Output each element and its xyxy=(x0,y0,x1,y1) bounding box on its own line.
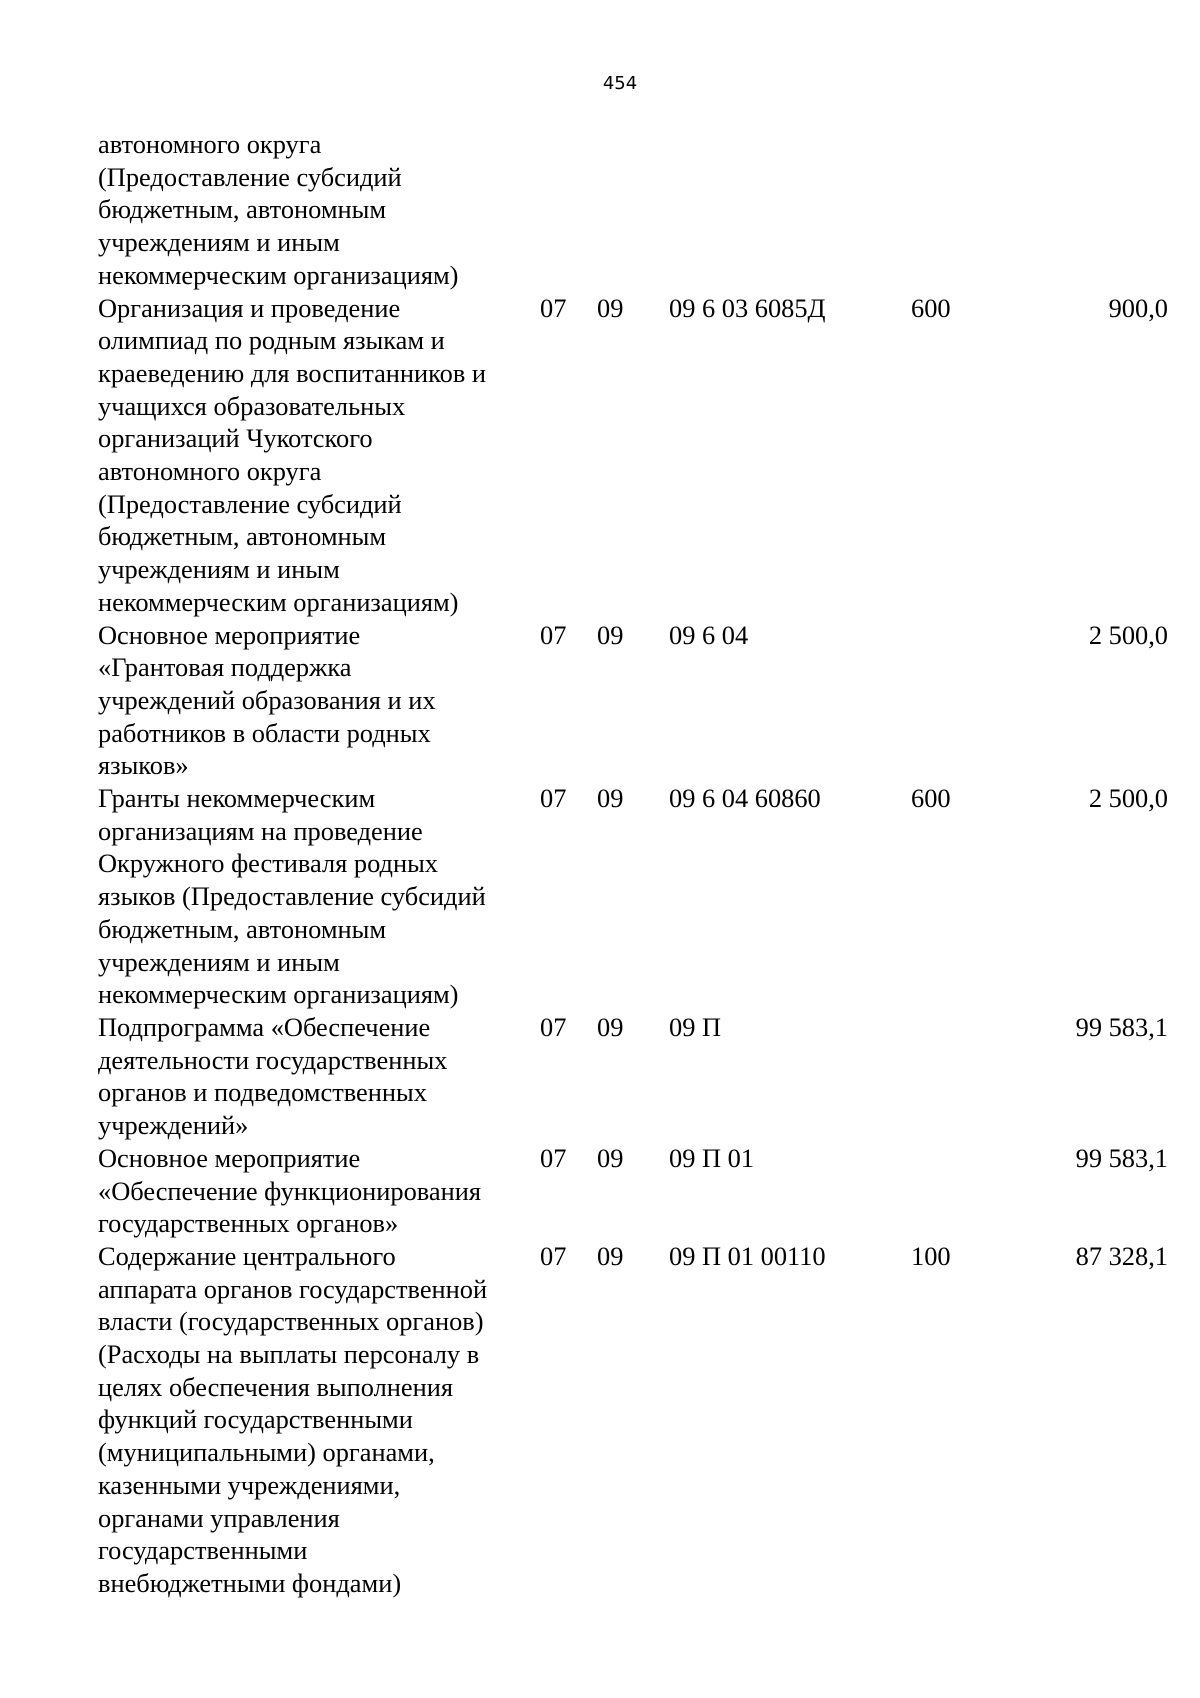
table-row xyxy=(98,619,1168,783)
row-name: Гранты некоммерческим организациям на проведение Окружного фестиваля родных языков (Предоставление субсидий бюджетным, автономным учреждениям и иным некоммерческим организациям) xyxy=(98,783,486,1010)
row-section: 07 xyxy=(540,292,567,323)
row-subsection: 09 xyxy=(597,292,624,323)
row-name: Подпрограмма «Обеспечение деятельности государственных органов и подведомственных учреждений» xyxy=(98,1011,448,1141)
row-name: Организация и проведение олимпиад по родным языкам и краеведению для воспитанников и учащихся образовательных организаций Чукотского автономного округа (Предоставление субсидий бюджетным, автономным учреждениям и иным некоммерческим организациям) xyxy=(98,292,487,617)
page-number: 454 xyxy=(602,73,638,94)
table-row xyxy=(98,1011,1168,1142)
row-amount: 900,0 xyxy=(1108,292,1168,323)
row-section: 07 xyxy=(540,1142,567,1173)
row-section: 07 xyxy=(540,619,567,650)
row-name: Основное мероприятие «Обеспечение функционирования государственных органов» xyxy=(98,1142,482,1239)
row-section: 07 xyxy=(540,1011,567,1042)
row-section: 07 xyxy=(540,783,567,814)
row-target-article: 09 П 01 xyxy=(669,1142,755,1173)
row-amount: 87 328,1 xyxy=(1075,1240,1168,1271)
row-amount: 2 500,0 xyxy=(1088,619,1168,650)
row-subsection: 09 xyxy=(597,1142,624,1173)
row-name: Основное мероприятие «Грантовая поддержка учреждений образования и их работников в области родных языков» xyxy=(98,619,436,781)
row-expense-type: 100 xyxy=(911,1240,951,1271)
table-row xyxy=(98,292,1168,619)
row-target-article: 09 6 03 6085Д xyxy=(669,292,826,323)
row-name: Содержание центрального аппарата органов государственной власти (государственных органов) (Расходы на выплаты персоналу в целях обеспечения выполнения функций государственными (муниципальными) органами, казенными учреждениями, органами управления государственными внебюджетными фондами) xyxy=(98,1240,488,1598)
row-subsection: 09 xyxy=(597,619,624,650)
row-target-article: 09 6 04 60860 xyxy=(669,783,821,814)
budget-table xyxy=(98,128,1168,1600)
row-subsection: 09 xyxy=(597,1240,624,1271)
row-expense-type: 600 xyxy=(911,292,951,323)
table-row xyxy=(98,782,1168,1011)
row-target-article: 09 6 04 xyxy=(669,619,749,650)
row-name: автономного округа (Предоставление субсидий бюджетным, автономным учреждениям и иным некоммерческим организациям) xyxy=(98,129,459,290)
table-row xyxy=(98,128,1168,292)
row-subsection: 09 xyxy=(597,1011,624,1042)
table-row xyxy=(98,1240,1168,1600)
row-target-article: 09 П xyxy=(669,1011,722,1042)
row-section: 07 xyxy=(540,1240,567,1271)
row-subsection: 09 xyxy=(597,783,624,814)
table-row xyxy=(98,1142,1168,1240)
row-amount: 2 500,0 xyxy=(1088,783,1168,814)
row-amount: 99 583,1 xyxy=(1075,1142,1168,1173)
row-target-article: 09 П 01 00110 xyxy=(669,1240,826,1271)
row-amount: 99 583,1 xyxy=(1075,1011,1168,1042)
row-expense-type: 600 xyxy=(911,783,951,814)
